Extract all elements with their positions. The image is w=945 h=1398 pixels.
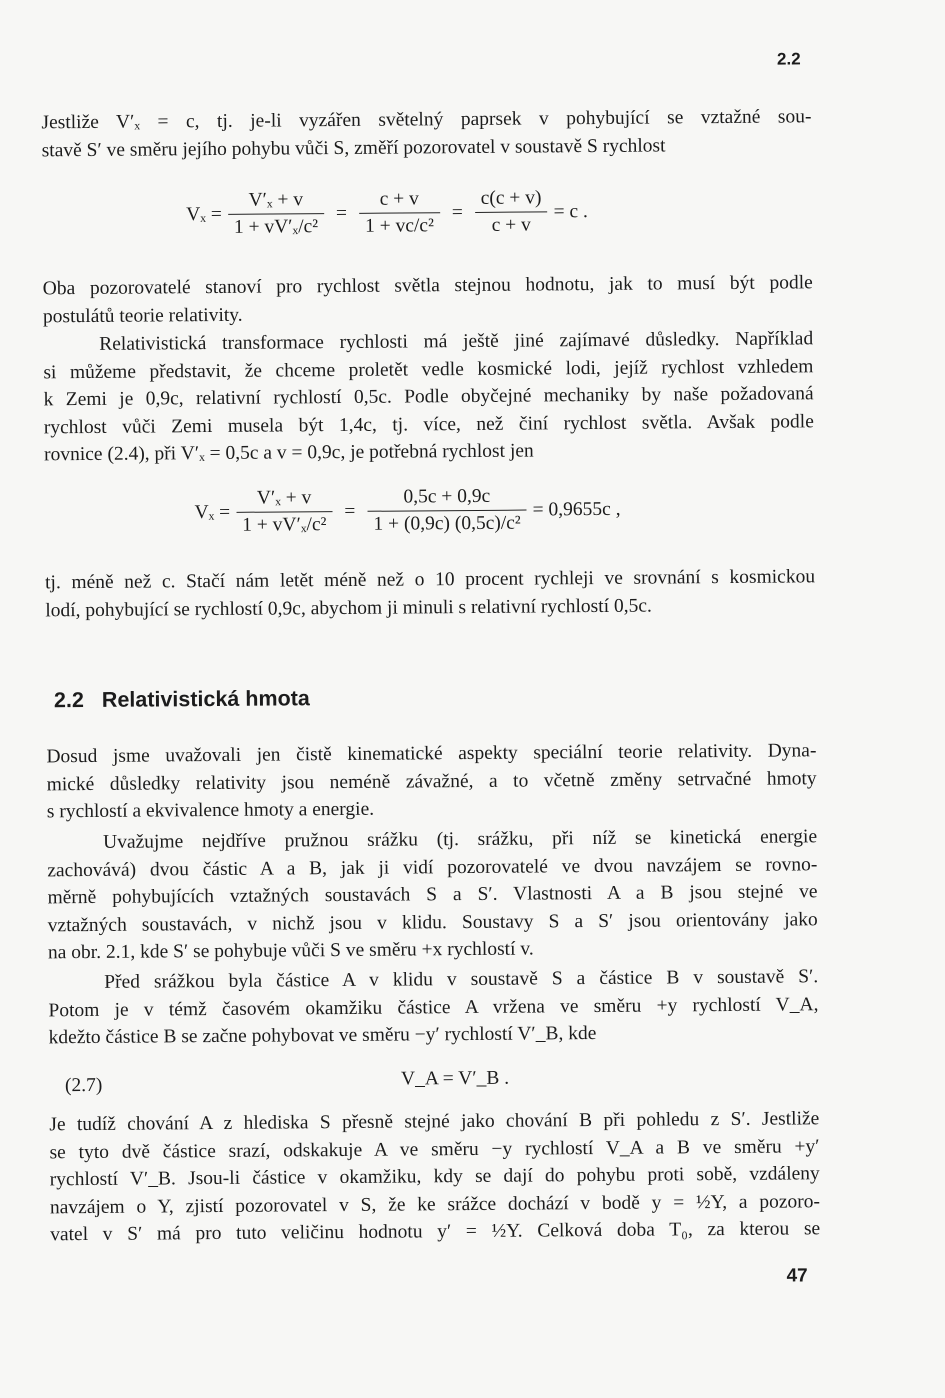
text-line: navzájem o Y, zjistí pozorovatel v S, že ke srážce dochází v bodě y = ½Y, a pozoro-	[49, 1190, 821, 1218]
equation-speed-of-light	[186, 187, 588, 239]
paragraph-dynamics	[46, 737, 817, 826]
text-line: Uvažujme nejdříve pružnou srážku (tj. srážku, při níž se kinetická energie	[103, 826, 818, 853]
text-line: zachovává) dvou částic A a B, jak ji vidí pozorovatelé ve dvou navzájem se rovno-	[47, 853, 818, 881]
text-line: lodí, pohybující se rychlostí 0,9c, abychom ji minuli s relativní rychlostí 0,5c.	[45, 595, 652, 621]
paragraph-both-observers	[43, 269, 813, 330]
text-line: stavě S′ ve směru jejího pohybu vůči S, změří pozorovatel v soustavě S rychlost	[41, 134, 666, 161]
fraction-numerator: V′ₓ + v	[236, 487, 332, 513]
equation-ship-speed	[194, 485, 620, 537]
text-line: Je tudíž chování A z hlediska S přesně stejné jako chování B při pohledu z S′. Jestliže	[49, 1108, 820, 1136]
text-line: měrně pohybujících vztažných soustavách S a S′. Vlastnosti A a B jsou stejné ve	[47, 881, 818, 909]
text-line: s rychlostí a ekvivalence hmoty a energie.	[46, 798, 375, 823]
paragraph-transformation	[43, 325, 814, 469]
fraction	[359, 188, 440, 238]
text-line: k Zemi je 0,9c, relativní rychlostí 0,5c. Podle obyčejné mechaniky by naše požadovaná	[43, 383, 814, 411]
text-line: vatel v S′ má pro tuto veličinu hodnotu y′ = ½Y. Celková doba T₀, za kterou se	[50, 1218, 821, 1246]
paragraph-less-than-c	[45, 563, 815, 624]
paragraph-symmetry	[49, 1105, 820, 1249]
text-line: rychlostí V′_B. Jsou-li částice v okamžiku, kdy se dají do pohybu proti sobě, vzdáleny	[49, 1163, 820, 1191]
paragraph-before-collision	[48, 963, 819, 1052]
text-line: si můžeme představit, že chceme proletět vedle kosmické lodi, jejíž rychlost vzhledem	[43, 355, 814, 383]
text-line: Relativistická transformace rychlosti má ještě jiné zajímavé důsledky. Například	[99, 328, 814, 355]
fraction	[236, 487, 333, 537]
equation-tail: = c .	[553, 200, 588, 222]
text-line: Oba pozorovatelé stanoví pro rychlost světla stejnou hodnotu, jak to musí být podle	[42, 272, 813, 300]
text-line: mické důsledky relativity jsou neméně závažné, a to včetně změny setrvačné hmoty	[46, 767, 817, 795]
equation-lhs: Vₓ =	[186, 203, 222, 225]
text-line: rychlost vůči Zemi musela být 1,4c, tj. více, než činí rychlost světla. Avšak podle	[43, 410, 814, 438]
fraction-numerator: V′ₓ + v	[228, 189, 324, 215]
fraction-denominator: 1 + vV′ₓ/c²	[242, 514, 327, 536]
section-number: 2.2	[53, 688, 84, 713]
section-title: Relativistická hmota	[101, 686, 310, 712]
equation-lhs: Vₓ =	[194, 501, 231, 523]
text-line: Před srážkou byla částice A v klidu v soustavě S a částice B v soustavě S′.	[104, 966, 819, 993]
running-header-section: 2.2	[776, 49, 801, 69]
section-heading	[54, 686, 310, 713]
equation-number: (2.7)	[64, 1074, 103, 1097]
fraction-denominator: c + v	[491, 214, 531, 236]
text-line: Dosud jsme uvažovali jen čistě kinematické aspekty speciální teorie relativity. Dyna-	[46, 740, 817, 768]
equals-sign: =	[344, 500, 356, 522]
paragraph-intro	[41, 103, 811, 164]
equation-velocities-equal: V_A = V′_B .	[400, 1067, 510, 1090]
paragraph-elastic-collision	[47, 823, 818, 967]
text-line: Potom je v témž časovém okamžiku částice A vržena ve směru +y rychlostí V_A,	[48, 993, 819, 1021]
text-line: tj. méně než c. Stačí nám letět méně než o 10 procent rychleji ve srovnání s kosmickou	[44, 566, 816, 594]
fraction	[367, 486, 527, 536]
equals-sign: =	[335, 202, 348, 224]
text-line: kdežto částice B se začne pohybovat ve směru −y′ rychlostí V′_B, kde	[48, 1023, 597, 1049]
text-line: Jestliže V′ₓ = c, tj. je-li vyzářen světelný paprsek v pohybující se vztažné sou-	[41, 106, 812, 134]
equals-sign: =	[451, 201, 463, 223]
fraction-numerator: c(c + v)	[475, 187, 548, 213]
fraction	[228, 189, 325, 239]
fraction-denominator: 1 + vc/c²	[364, 215, 434, 237]
fraction-denominator: 1 + (0,9c) (0,5c)/c²	[373, 512, 521, 535]
fraction-denominator: 1 + vV′ₓ/c²	[233, 216, 319, 238]
text-line: vztažných soustavách, v nichž jsou v klidu. Soustavy S a S′ jsou orientovány jako	[47, 908, 818, 936]
text-line: rovnice (2.4), při V′ₓ = 0,5c a v = 0,9c, je potřebná rychlost jen	[43, 440, 534, 466]
fraction	[475, 187, 548, 237]
fraction-numerator: c + v	[359, 188, 440, 214]
equation-tail: = 0,9655c ,	[532, 498, 621, 521]
fraction-numerator: 0,5c + 0,9c	[367, 486, 527, 512]
text-line: na obr. 2.1, kde S′ se pohybuje vůči S ve směru +x rychlostí v.	[47, 938, 534, 964]
text-line: postulátů teorie relativity.	[42, 304, 243, 327]
text-line: se tyto dvě částice srazí, odskakuje A ve směru −y rychlostí V_A a B ve směru +y′	[49, 1135, 820, 1163]
page-number: 47	[786, 1265, 808, 1287]
